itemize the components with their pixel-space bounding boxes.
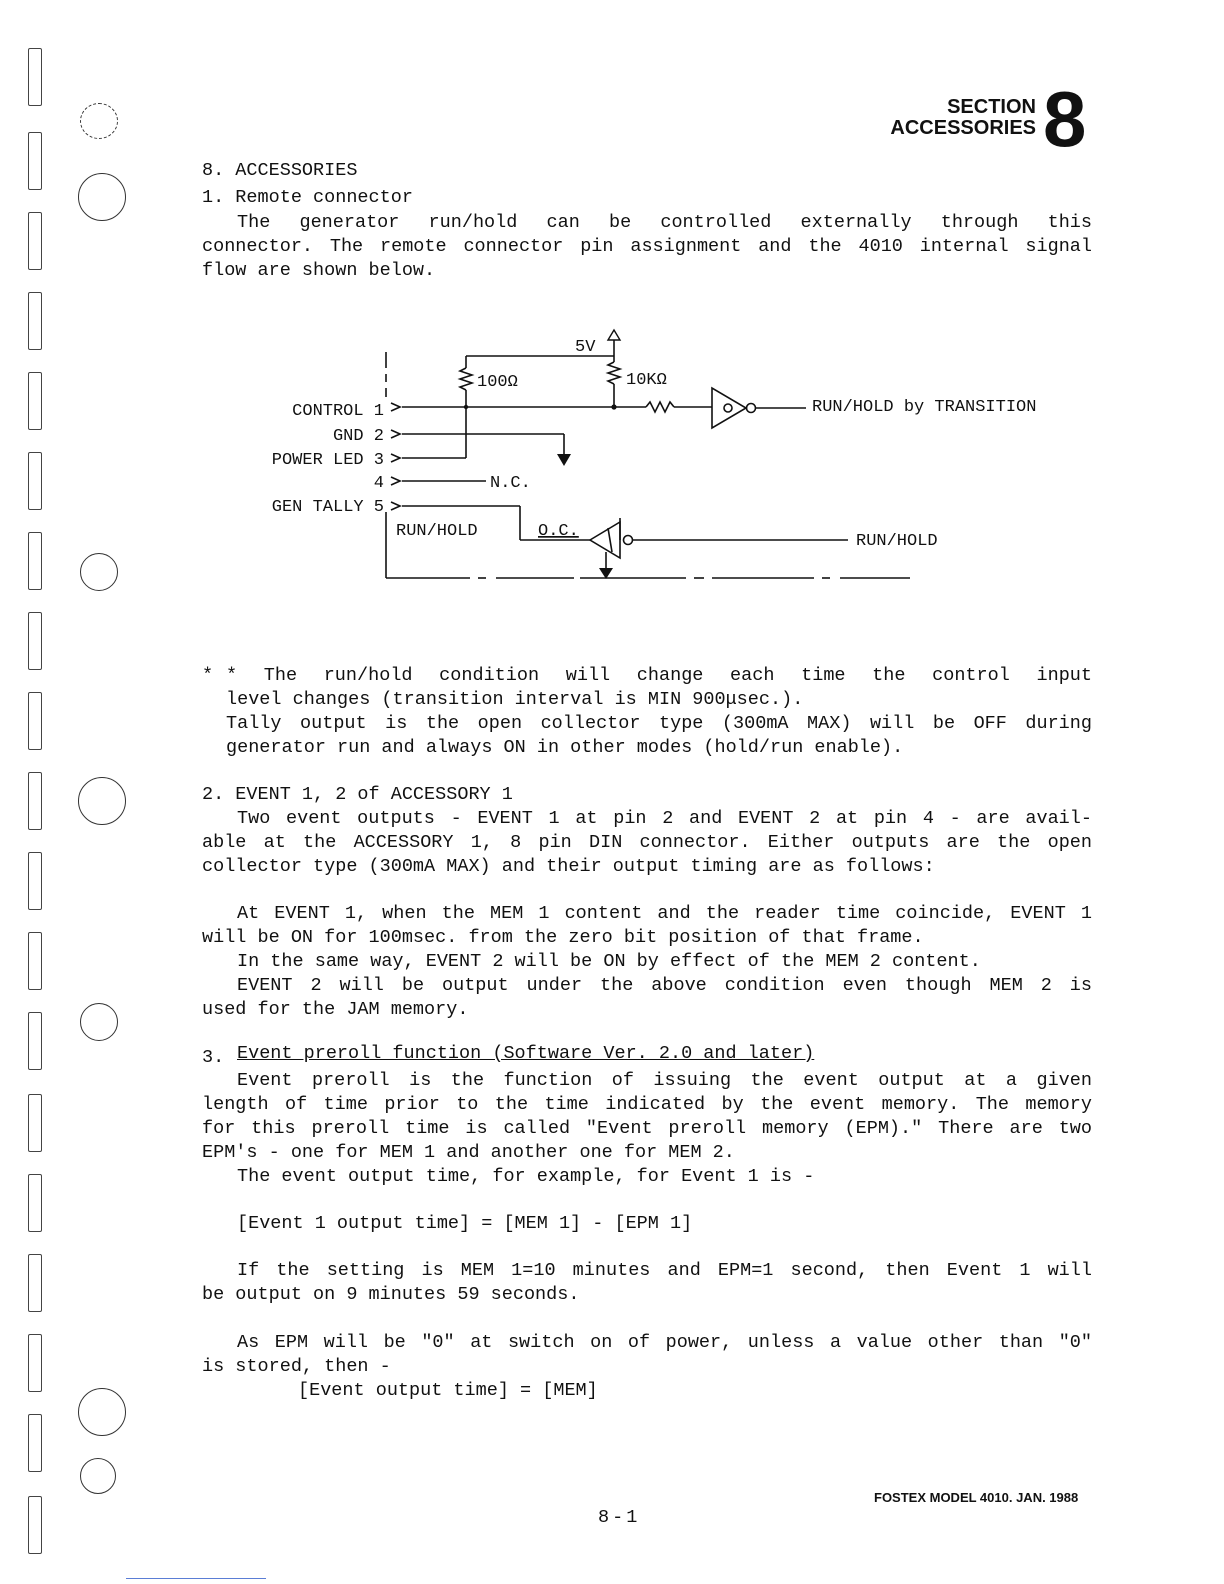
- binder-tab: [28, 932, 42, 990]
- label-runhold-transition: RUN/HOLD by TRANSITION: [812, 398, 1037, 417]
- binder-tab: [28, 1254, 42, 1312]
- binder-tab: [28, 1012, 42, 1070]
- label-runhold-out: RUN/HOLD: [856, 532, 938, 551]
- binder-tab: [28, 372, 42, 430]
- section-3-title: Event preroll function (Software Ver. 2.0 and later): [237, 1043, 815, 1064]
- section-1-title: 1. Remote connector: [202, 187, 413, 208]
- section-3-line: Event preroll is the function of issuing the event output at a given: [237, 1070, 1092, 1091]
- binder-tab: [28, 692, 42, 750]
- binder-tab: [28, 1174, 42, 1232]
- punch-hole: [78, 173, 126, 221]
- label-nc: N.C.: [490, 474, 531, 493]
- section-2-line: used for the JAM memory.: [202, 999, 469, 1020]
- section-number: 8: [1043, 75, 1087, 163]
- pin-label-4: 4: [373, 474, 384, 493]
- note-line: Tally output is the open collector type (300mA MAX) will be OFF during: [226, 713, 1092, 734]
- binder-tab: [28, 532, 42, 590]
- section-3-number: 3.: [202, 1047, 225, 1068]
- punch-hole: [80, 1003, 118, 1041]
- binder-tab: [28, 48, 42, 106]
- formula-event: [Event output time] = [MEM]: [298, 1380, 598, 1401]
- section-3-line: length of time prior to the time indicated by the event memory. The memory: [202, 1094, 1092, 1115]
- binder-tab: [28, 1414, 42, 1472]
- section-2-line: Two event outputs - EVENT 1 at pin 2 and EVENT 2 at pin 4 - are avail-: [237, 808, 1092, 829]
- page-heading: 8. ACCESSORIES: [202, 160, 358, 181]
- section-3-line: As EPM will be "0" at switch on of power, unless a value other than "0": [237, 1332, 1092, 1353]
- section-2-line: In the same way, EVENT 2 will be ON by effect of the MEM 2 content.: [237, 951, 981, 972]
- section-2-line: collector type (300mA MAX) and their output timing are as follows:: [202, 856, 935, 877]
- section-3-line: If the setting is MEM 1=10 minutes and EPM=1 second, then Event 1 will: [237, 1260, 1092, 1281]
- page-number: 8-1: [598, 1507, 641, 1528]
- note-asterisk: *: [202, 665, 214, 686]
- punch-hole: [78, 1388, 126, 1436]
- section-3-line: for this preroll time is called "Event preroll memory (EPM)." There are two: [202, 1118, 1092, 1139]
- binder-tab: [28, 132, 42, 190]
- label-100-ohm: 100Ω: [477, 373, 518, 392]
- binder-tab: [28, 1334, 42, 1392]
- section-2-line: will be ON for 100msec. from the zero bit position of that frame.: [202, 927, 924, 948]
- pin-label-control: CONTROL 1: [292, 402, 384, 421]
- label-10k-ohm: 10KΩ: [626, 371, 667, 390]
- punch-hole: [80, 1458, 116, 1494]
- binder-tab: [28, 1094, 42, 1152]
- section-1-line: connector. The remote connector pin assignment and the 4010 internal signal: [202, 236, 1092, 257]
- binder-tab: [28, 292, 42, 350]
- punch-hole: [80, 103, 118, 139]
- note-line: level changes (transition interval is MIN 900μsec.).: [226, 689, 804, 710]
- label-runhold-box: RUN/HOLD: [396, 522, 478, 541]
- pin-label-gnd: GND 2: [332, 427, 384, 446]
- binder-tab: [28, 852, 42, 910]
- formula-event1: [Event 1 output time] = [MEM 1] - [EPM 1]: [237, 1213, 693, 1234]
- section-3-line: is stored, then -: [202, 1356, 391, 1377]
- binder-tab: [28, 612, 42, 670]
- binder-tab: [28, 772, 42, 830]
- section-2-line: At EVENT 1, when the MEM 1 content and the reader time coincide, EVENT 1: [237, 903, 1092, 924]
- footer-model: FOSTEX MODEL 4010. JAN. 1988: [874, 1490, 1079, 1505]
- section-title: ACCESSORIES: [890, 117, 1036, 139]
- section-3-line: be output on 9 minutes 59 seconds.: [202, 1284, 580, 1305]
- binder-tab: [28, 212, 42, 270]
- note-line: generator run and always ON in other modes (hold/run enable).: [226, 737, 904, 758]
- footer-rule: [126, 1578, 266, 1579]
- section-1-line: flow are shown below.: [202, 260, 436, 281]
- label-5v: 5V: [575, 338, 596, 357]
- punch-hole: [78, 777, 126, 825]
- section-1-line: The generator run/hold can be controlled externally through this: [237, 212, 1092, 233]
- binder-tab: [28, 452, 42, 510]
- binder-tab: [28, 1496, 42, 1554]
- punch-hole: [80, 553, 118, 591]
- label-oc: O.C.: [538, 522, 579, 541]
- section-2-line: able at the ACCESSORY 1, 8 pin DIN connector. Either outputs are the open: [202, 832, 1092, 853]
- section-2-line: EVENT 2 will be output under the above condition even though MEM 2 is: [237, 975, 1092, 996]
- section-3-line: EPM's - one for MEM 1 and another one for MEM 2.: [202, 1142, 735, 1163]
- pin-label-power-led: POWER LED 3: [271, 451, 384, 470]
- section-3-line: The event output time, for example, for Event 1 is -: [237, 1166, 815, 1187]
- note-line: * The run/hold condition will change each time the control input: [226, 665, 1092, 686]
- section-label: SECTION: [947, 96, 1036, 118]
- pin-label-gen-tally: GEN TALLY 5: [271, 498, 384, 517]
- section-2-title: 2. EVENT 1, 2 of ACCESSORY 1: [202, 784, 513, 805]
